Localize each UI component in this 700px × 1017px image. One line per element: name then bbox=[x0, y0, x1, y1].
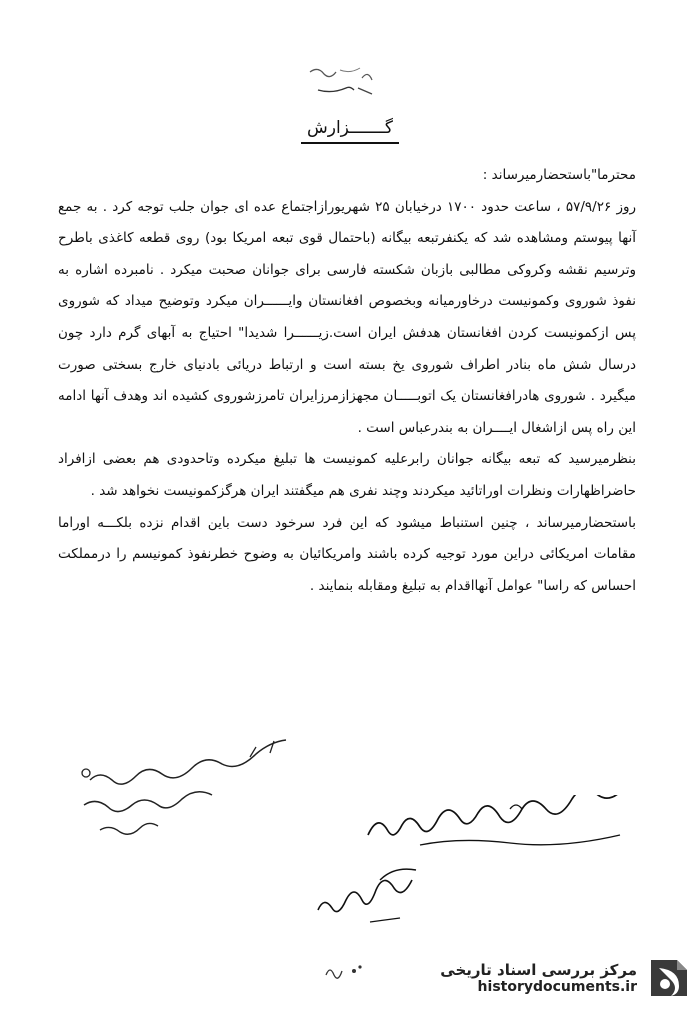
archive-logo-icon bbox=[643, 952, 695, 1004]
bottom-handwritten-mark bbox=[320, 955, 370, 985]
watermark-text bbox=[440, 961, 637, 995]
report-paragraph-2: بنظرمیرسید که تبعه بیگانه جوانان رابرعلیه کمونیست ها تبلیغ میکرده وتاحدودی هم بعضی ازافراد حاضراظهارات ونظرات اوراتائید میکردند وچند نفری هم میگفتند ایران هرگزکمونیست نخواهد شد . bbox=[58, 451, 636, 499]
title-text: گـــــــزارش bbox=[301, 118, 399, 144]
top-handwritten-mark bbox=[300, 60, 390, 100]
handwritten-annotation bbox=[70, 735, 330, 845]
signature bbox=[360, 795, 660, 855]
handwritten-date bbox=[310, 860, 440, 930]
watermark-org-name: مرکز بررسی اسناد تاریخی bbox=[440, 960, 637, 979]
report-body bbox=[58, 160, 636, 602]
archive-watermark bbox=[420, 945, 695, 1010]
report-paragraph-1: روز ۵۷/۹/۲۶ ، ساعت حدود ۱۷۰۰ درخیابان ۲۵ شهریورازاجتماع عده ای جوان جلب توجه کرد . به جمع آنها پیوستم ومشاهده شد که یکنفرتبعه بیگانه (باحتمال قوی تبعه امریکا بود) روی قطعه کاغذی باطرح وترسیم نقشه وکروکی مطالبی بازبان شکسته فارسی برای جوانان صحبت میکرد . نامبرده اشاره به نفوذ شوروی وکمونیست درخاورمیانه وبخصوص افغانستان وایــــــران میکرد وتوضیح میداد که شوروی پس ازکمونیست کردن افغانستان هدفش ایران است.زیــــــرا شدیدا" احتیاج به آبهای گرم دارد چون درسال شش ماه بنادر اطراف شوروی یخ بسته است و ارتباط دریائی بادنیای خارج بسختی صورت میگیرد . شوروی هادرافغانستان یک اتوبـــــان مجهزازمرزایران تامرزشوروی کشیده اند وهدف آنها ادامه این راه پس ازاشغال ایــــران به بندرعباس است . bbox=[58, 198, 637, 436]
document-title bbox=[0, 118, 700, 144]
salutation: محترما"باستحضارمیرساند : bbox=[482, 167, 636, 183]
report-paragraph-3: باستحضارمیرساند ، چنین استنباط میشود که این فرد سرخود دست باین اقدام نزده بلکـــه اوراما مقامات امریکائی دراین مورد توجیه کرده باشند وامریکائیان به وضوح خطرنفوذ کمونیسم را درمملکت احساس که راسا" عوامل آنهااقدام به تبلیغ ومقابله بنمایند . bbox=[58, 514, 636, 594]
watermark-url: historydocuments.ir bbox=[477, 978, 637, 995]
